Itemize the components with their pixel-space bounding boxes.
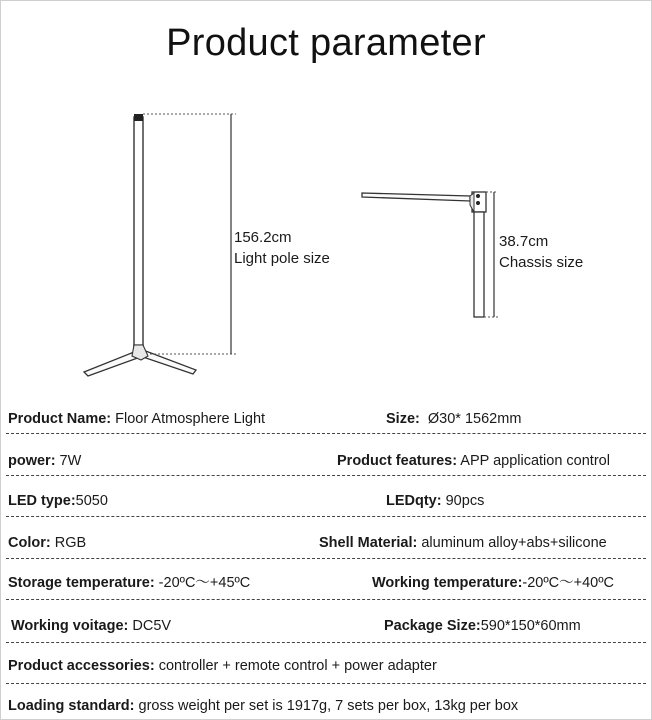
chassis-dimension-label (499, 231, 583, 273)
pole-dimension-line (143, 114, 236, 354)
spec-row-power (6, 450, 646, 472)
spec-shell-material (319, 532, 607, 554)
spec-size (386, 408, 521, 430)
row-divider (6, 516, 646, 517)
spec-row-accessories (6, 655, 646, 677)
spec-value: Floor Atmosphere Light (111, 411, 266, 427)
spec-value: gross weight per set is 1917g, 7 sets per box, 13kg per box (134, 698, 519, 714)
row-divider (6, 558, 646, 559)
page-title: Product parameter (166, 22, 486, 64)
spec-led-qty (386, 490, 484, 512)
spec-power (8, 450, 81, 472)
row-divider (6, 599, 646, 600)
spec-value: 5050 (75, 493, 108, 509)
spec-key: Product Name: (8, 411, 112, 427)
pole-length: 156.2cm (234, 229, 292, 246)
spec-value: controller + remote control + power adapter (154, 658, 437, 674)
spec-value: APP application control (457, 453, 610, 469)
floor-lamp-illustration (84, 114, 196, 376)
spec-value: -20ºC～+45ºC (154, 575, 251, 591)
spec-value: Ø30* 1562mm (419, 411, 522, 427)
spec-working-voltage (11, 615, 171, 637)
spec-value: 590*150*60mm (480, 618, 581, 634)
chassis-size-caption: Chassis size (499, 254, 584, 271)
chassis-length: 38.7cm (499, 233, 549, 250)
spec-key: Color: (8, 535, 51, 551)
spec-led-type (8, 490, 108, 512)
spec-value: DC5V (128, 618, 172, 634)
spec-key: Working voitage: (11, 618, 129, 634)
spec-row-voltage (6, 615, 646, 637)
spec-key: Product accessories: (8, 658, 155, 674)
spec-key: power: (8, 453, 56, 469)
row-divider (6, 642, 646, 643)
row-divider (6, 683, 646, 684)
spec-value: aluminum alloy+abs+silicone (417, 535, 607, 551)
spec-key: Shell Material: (319, 535, 418, 551)
spec-row-product-name (6, 408, 646, 430)
row-divider (6, 475, 646, 476)
spec-color (8, 532, 86, 554)
spec-row-color (6, 532, 646, 554)
spec-key: Size: (386, 411, 420, 427)
spec-loading-standard (8, 695, 518, 717)
spec-row-temperature (6, 572, 646, 594)
spec-value: RGB (50, 535, 87, 551)
spec-value: 7W (55, 453, 82, 469)
spec-key: LED type: (8, 493, 76, 509)
spec-value: 90pcs (441, 493, 485, 509)
row-divider (6, 433, 646, 434)
spec-key: Loading standard: (8, 698, 135, 714)
spec-value: -20ºC～+40ºC (522, 575, 614, 591)
spec-product-features (337, 450, 610, 472)
spec-working-temperature (372, 572, 614, 594)
spec-storage-temperature (8, 572, 250, 594)
spec-row-led-type (6, 490, 646, 512)
spec-key: Working temperature: (372, 575, 523, 591)
pole-size-caption: Light pole size (234, 250, 330, 267)
spec-row-loading-standard (6, 695, 646, 717)
spec-key: Package Size: (384, 618, 481, 634)
chassis-bracket-illustration (362, 192, 486, 317)
spec-product-accessories (8, 655, 437, 677)
spec-key: LEDqty: (386, 493, 442, 509)
spec-product-name (8, 408, 265, 430)
pole-dimension-label (234, 227, 330, 269)
spec-package-size (384, 615, 581, 637)
spec-key: Storage temperature: (8, 575, 155, 591)
spec-key: Product features: (337, 453, 458, 469)
